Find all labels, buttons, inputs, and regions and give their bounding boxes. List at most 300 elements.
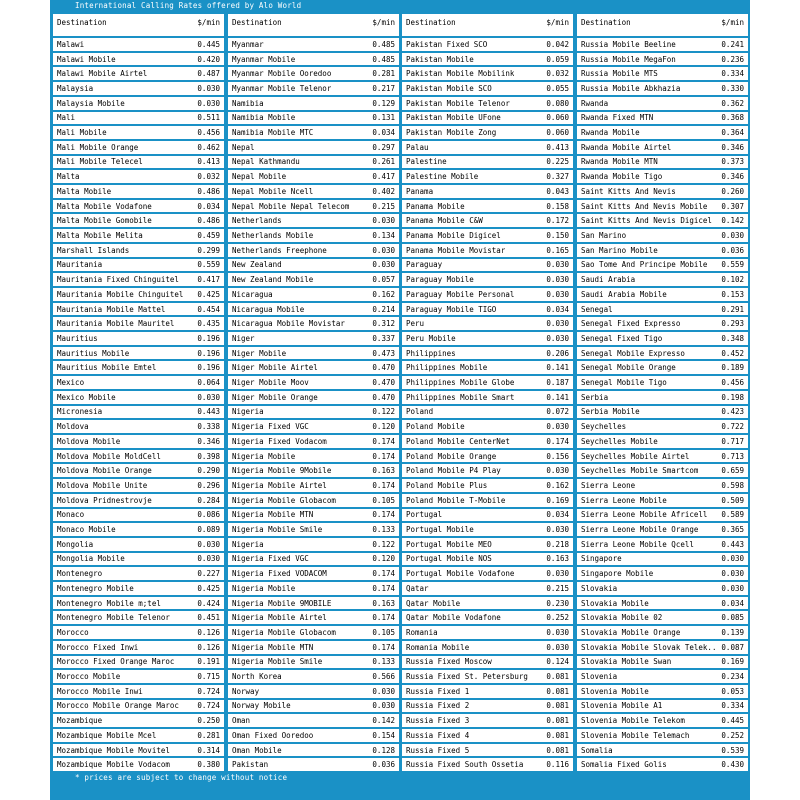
destination-cell: Mali Mobile Orange [57,142,139,152]
destination-cell: Philippines Mobile [406,363,488,373]
rate-cell: 0.174 [372,480,395,490]
rate-cell: 0.420 [197,54,220,64]
table-row [402,244,573,257]
table-row [402,259,573,272]
rate-cell: 0.191 [197,657,220,667]
rate-cell: 0.030 [197,98,220,108]
table-row [53,38,224,51]
destination-cell: New Zealand Mobile [232,275,314,285]
rate-cell: 0.124 [546,657,569,667]
rate-cell: 0.126 [197,642,220,652]
destination-cell: Nigeria Mobile Smile [232,525,323,535]
destination-cell: Russia Fixed 4 [406,730,470,740]
rate-cell: 0.081 [546,730,569,740]
destination-cell: Sierra Leone Mobile Orange [581,525,699,535]
table-row [577,156,748,169]
rate-cell: 0.053 [721,686,744,696]
rate-cell: 0.225 [546,157,569,167]
destination-cell: Monaco Mobile [57,525,116,535]
table-row [577,494,748,507]
rate-cell: 0.435 [197,319,220,329]
table-row [577,112,748,125]
table-row [228,347,399,360]
column-header [53,14,224,36]
destination-cell: Netherlands Mobile [232,230,314,240]
rate-cell: 0.452 [721,348,744,358]
destination-cell: Malta [57,172,80,182]
rate-cell: 0.030 [546,466,569,476]
table-row [53,303,224,316]
table-row [577,288,748,301]
rate-cell: 0.559 [197,260,220,270]
rate-cell: 0.454 [197,304,220,314]
rate-cell: 0.126 [197,627,220,637]
table-row [228,67,399,80]
rate-cell: 0.346 [721,142,744,152]
destination-cell: Slovakia Mobile Slovak Telek.. [581,642,717,652]
rate-cell: 0.032 [546,69,569,79]
rate-cell: 0.030 [546,569,569,579]
rate-cell: 0.129 [372,98,395,108]
table-row [577,435,748,448]
destination-cell: Nepal [232,142,255,152]
rate-rows [577,36,748,771]
rate-cell: 0.362 [721,98,744,108]
destination-cell: Saint Kitts And Nevis Digicel [581,216,712,226]
table-row [228,53,399,66]
table-row [53,273,224,286]
rate-cell: 0.241 [721,39,744,49]
destination-header: Destination [232,18,282,27]
table-row [402,200,573,213]
rate-cell: 0.174 [372,451,395,461]
rate-cell: 0.364 [721,128,744,138]
destination-cell: Mozambique [57,716,103,726]
rate-cell: 0.057 [372,275,395,285]
rate-cell: 0.236 [721,54,744,64]
destination-cell: Niger Mobile Moov [232,378,309,388]
page-title: International Calling Rates offered by Alo World [75,1,302,10]
rate-cell: 0.120 [372,554,395,564]
table-row [402,714,573,727]
destination-cell: Poland Mobile [406,422,465,432]
table-row [53,523,224,536]
destination-cell: Morocco [57,627,89,637]
destination-cell: Moldova Mobile [57,436,121,446]
table-row [53,553,224,566]
destination-cell: Malawi Mobile Airtel [57,69,148,79]
rate-cell: 0.486 [197,186,220,196]
destination-cell: Panama Mobile [406,201,465,211]
rate-cell: 0.030 [546,422,569,432]
rate-cell: 0.116 [546,760,569,770]
rate-cell: 0.150 [546,230,569,240]
rate-cell: 0.141 [546,392,569,402]
table-row [228,641,399,654]
rates-column-1 [53,14,224,771]
destination-cell: Slovakia Mobile 02 [581,613,663,623]
destination-cell: Myanmar Mobile [232,54,296,64]
table-row [53,244,224,257]
table-row [228,376,399,389]
destination-cell: Rwanda Mobile Airtel [581,142,672,152]
destination-cell: Senegal Fixed Expresso [581,319,681,329]
rate-cell: 0.153 [721,289,744,299]
destination-cell: Paraguay Mobile Personal [406,289,515,299]
table-row [577,347,748,360]
destination-cell: Portugal Mobile MEO [406,539,492,549]
table-row [402,406,573,419]
rate-cell: 0.120 [372,422,395,432]
rate-cell: 0.227 [197,569,220,579]
destination-cell: Mozambique Mobile Mcel [57,730,157,740]
table-row [53,200,224,213]
destination-cell: Seychelles Mobile Airtel [581,451,690,461]
destination-cell: Poland [406,407,434,417]
table-row [577,376,748,389]
destination-cell: Oman Fixed Ooredoo [232,730,314,740]
destination-cell: Sao Tome And Principe Mobile [581,260,708,270]
table-row [228,273,399,286]
table-row [402,567,573,580]
rate-cell: 0.102 [721,275,744,285]
destination-cell: Mexico [57,378,85,388]
table-row [577,523,748,536]
destination-cell: Slovakia Mobile Swan [581,657,672,667]
rate-cell: 0.089 [197,525,220,535]
rate-cell: 0.365 [721,525,744,535]
rate-cell: 0.252 [721,730,744,740]
table-row [402,376,573,389]
rate-cell: 0.373 [721,157,744,167]
table-row [53,626,224,639]
destination-cell: Senegal [581,304,613,314]
table-row [402,391,573,404]
rate-cell: 0.299 [197,245,220,255]
rate-cell: 0.206 [546,348,569,358]
destination-cell: Nigeria Fixed VGC [232,422,309,432]
destination-cell: Romania [406,627,438,637]
destination-cell: Poland Mobile Plus [406,480,488,490]
table-row [228,611,399,624]
rate-cell: 0.030 [197,539,220,549]
destination-cell: Morocco Mobile Inwi [57,686,143,696]
table-row [402,156,573,169]
destination-cell: Moldova Mobile MoldCell [57,451,161,461]
rate-cell: 0.169 [546,495,569,505]
destination-cell: Saint Kitts And Nevis Mobile [581,201,708,211]
destination-cell: Nigeria Mobile 9MOBILE [232,598,332,608]
rate-cell: 0.081 [546,672,569,682]
table-row [402,509,573,522]
rate-cell: 0.174 [372,583,395,593]
destination-cell: Mauritania Fixed Chinguitel [57,275,179,285]
destination-header: Destination [57,18,107,27]
table-row [577,406,748,419]
table-row [228,391,399,404]
destination-cell: Malaysia [57,83,94,93]
destination-cell: Nicaragua [232,289,273,299]
destination-cell: Philippines Mobile Globe [406,378,515,388]
table-row [402,38,573,51]
rate-cell: 0.030 [546,525,569,535]
table-row [577,38,748,51]
table-row [228,82,399,95]
destination-cell: Nigeria Mobile MTN [232,642,314,652]
table-row [53,288,224,301]
table-row [577,170,748,183]
table-row [53,744,224,757]
destination-cell: Paraguay [406,260,443,270]
rate-cell: 0.131 [372,113,395,123]
rate-cell: 0.425 [197,289,220,299]
destination-cell: Philippines [406,348,456,358]
table-row [228,523,399,536]
destination-cell: Mauritania [57,260,103,270]
destination-cell: Mauritius [57,333,98,343]
rate-cell: 0.034 [546,510,569,520]
table-row [577,567,748,580]
rate-cell: 0.034 [546,304,569,314]
rate-cell: 0.334 [721,701,744,711]
table-row [53,435,224,448]
table-row [53,700,224,713]
rate-cell: 0.214 [372,304,395,314]
rate-cell: 0.030 [546,319,569,329]
rate-cell: 0.423 [721,407,744,417]
table-row [577,597,748,610]
destination-cell: Slovenia Mobile A1 [581,701,663,711]
rate-cell: 0.722 [721,422,744,432]
destination-cell: Nigeria Fixed Vodacom [232,436,327,446]
rate-cell: 0.297 [372,142,395,152]
table-row [228,259,399,272]
rate-cell: 0.128 [372,745,395,755]
rate-cell: 0.413 [197,157,220,167]
table-row [53,229,224,242]
rate-cell: 0.034 [721,598,744,608]
rate-cell: 0.034 [197,201,220,211]
table-row [402,185,573,198]
destination-cell: Norway Mobile [232,701,291,711]
table-row [577,200,748,213]
rate-header: $/min [197,18,220,27]
table-row [228,244,399,257]
rate-cell: 0.456 [721,378,744,388]
rate-cell: 0.141 [546,363,569,373]
rate-cell: 0.060 [546,113,569,123]
destination-cell: Sierra Leone [581,480,636,490]
table-row [402,420,573,433]
destination-cell: Pakistan Mobile SCO [406,83,492,93]
destination-cell: Marshall Islands [57,245,130,255]
table-row [577,67,748,80]
destination-cell: Niger [232,333,255,343]
rate-cell: 0.030 [372,701,395,711]
table-row [402,656,573,669]
table-row [577,244,748,257]
rate-cell: 0.281 [372,69,395,79]
table-row [402,597,573,610]
destination-cell: Rwanda [581,98,609,108]
destination-cell: Peru Mobile [406,333,456,343]
destination-cell: Nigeria [232,539,264,549]
table-row [402,303,573,316]
column-header [402,14,573,36]
destination-cell: Nicaragua Mobile Movistar [232,319,345,329]
rate-cell: 0.462 [197,142,220,152]
table-row [53,391,224,404]
destination-cell: Portugal Mobile NOS [406,554,492,564]
table-row [228,435,399,448]
rate-cell: 0.511 [197,113,220,123]
table-row [577,479,748,492]
table-row [228,700,399,713]
destination-cell: Panama Mobile C&W [406,216,483,226]
destination-cell: Singapore Mobile [581,569,654,579]
rate-cell: 0.036 [372,760,395,770]
rate-cell: 0.059 [546,54,569,64]
rate-cell: 0.330 [721,83,744,93]
rates-column-4 [577,14,748,771]
rate-cell: 0.218 [546,539,569,549]
rates-column-2 [228,14,399,771]
destination-cell: Mauritania Mobile Mauritel [57,319,175,329]
rate-cell: 0.250 [197,716,220,726]
destination-cell: Nigeria Mobile 9Mobile [232,466,332,476]
destination-cell: Norway [232,686,260,696]
destination-cell: Portugal Mobile Vodafone [406,569,515,579]
destination-cell: Senegal Mobile Tigo [581,378,667,388]
destination-cell: Slovakia [581,583,618,593]
destination-cell: Myanmar Mobile Ooredoo [232,69,332,79]
rate-cell: 0.030 [721,569,744,579]
destination-cell: Malta Mobile Gomobile [57,216,152,226]
table-row [577,744,748,757]
rate-cell: 0.215 [546,583,569,593]
rate-cell: 0.162 [546,480,569,490]
rate-cell: 0.443 [721,539,744,549]
table-row [53,406,224,419]
rate-cell: 0.196 [197,348,220,358]
rate-rows [402,36,573,771]
rate-cell: 0.487 [197,69,220,79]
table-row [228,303,399,316]
destination-cell: Rwanda Mobile [581,128,640,138]
destination-cell: Qatar Mobile Vodafone [406,613,501,623]
destination-cell: Seychelles Mobile [581,436,658,446]
rate-cell: 0.312 [372,319,395,329]
destination-cell: Poland Mobile P4 Play [406,466,501,476]
destination-cell: Mauritius Mobile [57,348,130,358]
rate-cell: 0.337 [372,333,395,343]
destination-cell: Netherlands [232,216,282,226]
table-row [402,729,573,742]
table-row [228,729,399,742]
destination-cell: Mozambique Mobile Vodacom [57,760,170,770]
rate-cell: 0.032 [197,172,220,182]
table-row [228,156,399,169]
rate-cell: 0.081 [546,686,569,696]
rate-cell: 0.163 [546,554,569,564]
rate-cell: 0.338 [197,422,220,432]
table-row [402,435,573,448]
table-row [228,38,399,51]
table-row [53,214,224,227]
destination-cell: Morocco Mobile Orange Maroc [57,701,179,711]
rate-cell: 0.559 [721,260,744,270]
destination-cell: Sierra Leone Mobile [581,495,667,505]
destination-cell: Pakistan Mobile [406,54,474,64]
destination-cell: Paraguay Mobile TIGO [406,304,497,314]
table-row [402,288,573,301]
rate-cell: 0.217 [372,83,395,93]
rate-cell: 0.290 [197,466,220,476]
destination-cell: Portugal [406,510,443,520]
rate-cell: 0.348 [721,333,744,343]
destination-cell: Seychelles Mobile Smartcom [581,466,699,476]
table-row [577,685,748,698]
rate-cell: 0.030 [372,245,395,255]
rate-cell: 0.456 [197,128,220,138]
table-row [577,317,748,330]
table-row [228,494,399,507]
table-row [228,744,399,757]
rate-cell: 0.105 [372,627,395,637]
table-row [577,582,748,595]
table-row [53,67,224,80]
table-row [402,582,573,595]
destination-cell: Morocco Fixed Orange Maroc [57,657,175,667]
table-row [577,126,748,139]
table-row [402,347,573,360]
rate-cell: 0.196 [197,333,220,343]
rate-cell: 0.402 [372,186,395,196]
table-row [577,714,748,727]
table-row [53,479,224,492]
rate-cell: 0.072 [546,407,569,417]
rate-cell: 0.346 [721,172,744,182]
destination-cell: Pakistan Mobile UFone [406,113,501,123]
rate-cell: 0.122 [372,539,395,549]
destination-cell: Panama Mobile Digicel [406,230,501,240]
destination-cell: Slovakia Mobile [581,598,649,608]
table-row [228,685,399,698]
destination-cell: Somalia Fixed Golis [581,760,667,770]
rate-cell: 0.042 [546,39,569,49]
table-row [577,361,748,374]
rate-cell: 0.291 [721,304,744,314]
rate-cell: 0.174 [372,613,395,623]
destination-cell: Russia Mobile Beeline [581,39,676,49]
rate-cell: 0.430 [721,760,744,770]
rate-cell: 0.030 [721,230,744,240]
rate-cell: 0.717 [721,436,744,446]
rate-cell: 0.261 [372,157,395,167]
table-row [402,744,573,757]
destination-cell: Slovakia Mobile Orange [581,627,681,637]
destination-cell: Philippines Mobile Smart [406,392,515,402]
table-row [228,450,399,463]
table-row [53,170,224,183]
rate-cell: 0.713 [721,451,744,461]
rate-cell: 0.174 [372,569,395,579]
rate-cell: 0.307 [721,201,744,211]
table-row [53,685,224,698]
table-row [228,597,399,610]
table-row [228,656,399,669]
destination-cell: Poland Mobile Orange [406,451,497,461]
